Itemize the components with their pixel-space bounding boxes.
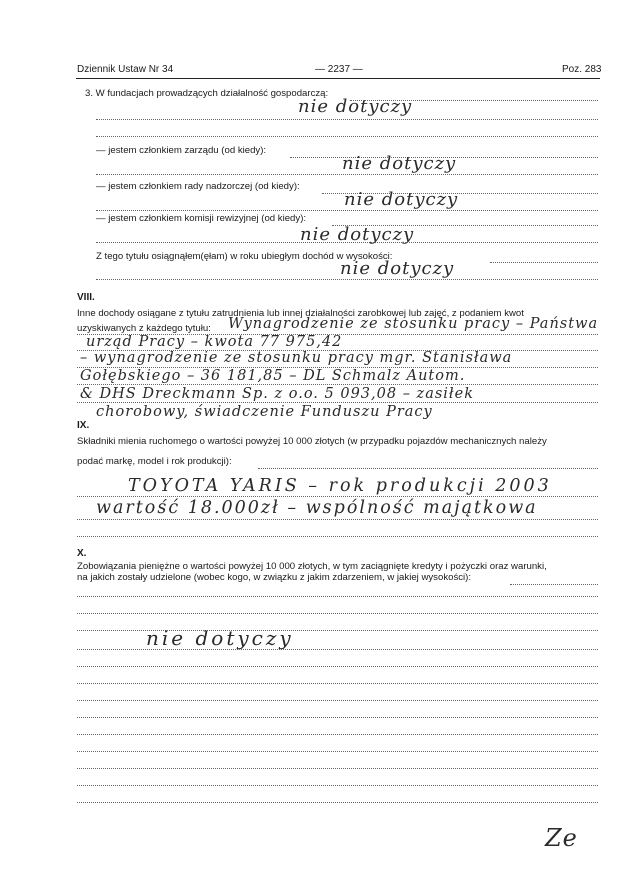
section9-handwritten-line2: wartość 18.000zł – wspólność majątkowa: [96, 498, 538, 518]
dotted-line: [96, 136, 598, 137]
dotted-line: [96, 119, 598, 120]
audit-answer-handwritten: nie dotyczy: [300, 224, 415, 245]
initials-signature: Ze: [545, 824, 578, 852]
dotted-line: [258, 468, 598, 469]
dotted-line: [77, 768, 598, 769]
dotted-line: [77, 734, 598, 735]
dotted-line: [77, 519, 598, 520]
dotted-line: [77, 613, 598, 614]
section9-text-line1: Składniki mienia ruchomego o wartości powyżej 10 000 złotych (w przypadku pojazdów mechanicznych należy: [77, 436, 547, 447]
dotted-line: [77, 649, 598, 650]
dotted-line: [77, 402, 598, 403]
section8-handwritten-line4: Gołębskiego – 36 181,85 – DL Schmalz Autom.: [80, 368, 466, 384]
page-number: — 2237 —: [315, 64, 363, 75]
header-rule: [76, 78, 600, 79]
board-member-label: — jestem członkiem zarządu (od kiedy):: [96, 145, 267, 156]
section10-number: X.: [77, 548, 87, 559]
section9-handwritten-line1: TOYOTA YARIS – rok produkcji 2003: [128, 476, 552, 496]
dotted-line: [77, 717, 598, 718]
dotted-line: [77, 384, 598, 385]
income-label: Z tego tytułu osiągnąłem(ęłam) w roku ubiegłym dochód w wysokości:: [96, 251, 393, 262]
dotted-line: [510, 584, 598, 585]
section9-number: IX.: [77, 420, 90, 431]
dotted-line: [77, 666, 598, 667]
supervisory-answer-handwritten: nie dotyczy: [344, 189, 459, 210]
section10-text-line2: na jakich zostały udzielone (wobec kogo, w związku z jakim zdarzeniem, w jakiej wysokości):: [77, 572, 472, 583]
dotted-line: [77, 785, 598, 786]
dotted-line: [77, 536, 598, 537]
section3-title: 3. W fundacjach prowadzących działalność gospodarczą:: [85, 88, 329, 99]
section8-text-line1: Inne dochody osiągane z tytułu zatrudnienia lub innej działalności zarobkowej lub zajęć, z podaniem kwot: [77, 308, 524, 319]
dotted-line: [77, 802, 598, 803]
position-number: Poz. 283: [562, 64, 602, 75]
section10-answer-handwritten: nie dotyczy: [146, 626, 294, 650]
income-answer-handwritten: nie dotyczy: [340, 258, 455, 279]
section10-text-line1: Zobowiązania pieniężne o wartości powyżej 10 000 złotych, w tym zaciągnięte kredyty i pożyczki oraz warunki,: [77, 561, 547, 572]
dotted-line: [77, 683, 598, 684]
section8-text-line2: uzyskiwanych z każdego tytułu:: [77, 323, 211, 334]
section9-text-line2: podać markę, model i rok produkcji):: [77, 456, 232, 467]
dotted-line: [96, 210, 598, 211]
supervisory-board-label: — jestem członkiem rady nadzorczej (od kiedy):: [96, 181, 300, 192]
dotted-line: [350, 100, 598, 101]
section8-number: VIII.: [77, 292, 95, 303]
dotted-line: [77, 751, 598, 752]
section8-handwritten-line2: urząd Pracy – kwota 77 975,42: [86, 334, 343, 350]
dotted-line: [77, 596, 598, 597]
section8-handwritten-line3: – wynagrodzenie ze stosunku pracy mgr. Stanisława: [80, 350, 513, 366]
dotted-line: [490, 262, 598, 263]
board-answer-handwritten: nie dotyczy: [342, 153, 457, 174]
section8-handwritten-line5: & DHS Dreckmann Sp. z o.o. 5 093,08 – zasiłek: [80, 386, 474, 402]
dotted-line: [96, 242, 598, 243]
audit-committee-label: — jestem członkiem komisji rewizyjnej (od kiedy):: [96, 213, 307, 224]
dotted-line: [77, 496, 598, 497]
journal-title: Dziennik Ustaw Nr 34: [77, 64, 174, 75]
section8-handwritten-line6: chorobowy, świadczenie Funduszu Pracy: [96, 404, 433, 420]
dotted-line: [77, 700, 598, 701]
dotted-line: [96, 174, 598, 175]
dotted-line: [96, 279, 598, 280]
section8-handwritten-line1: Wynagrodzenie ze stosunku pracy – Państwa: [228, 316, 599, 332]
section3-answer-handwritten: nie dotyczy: [298, 96, 413, 117]
